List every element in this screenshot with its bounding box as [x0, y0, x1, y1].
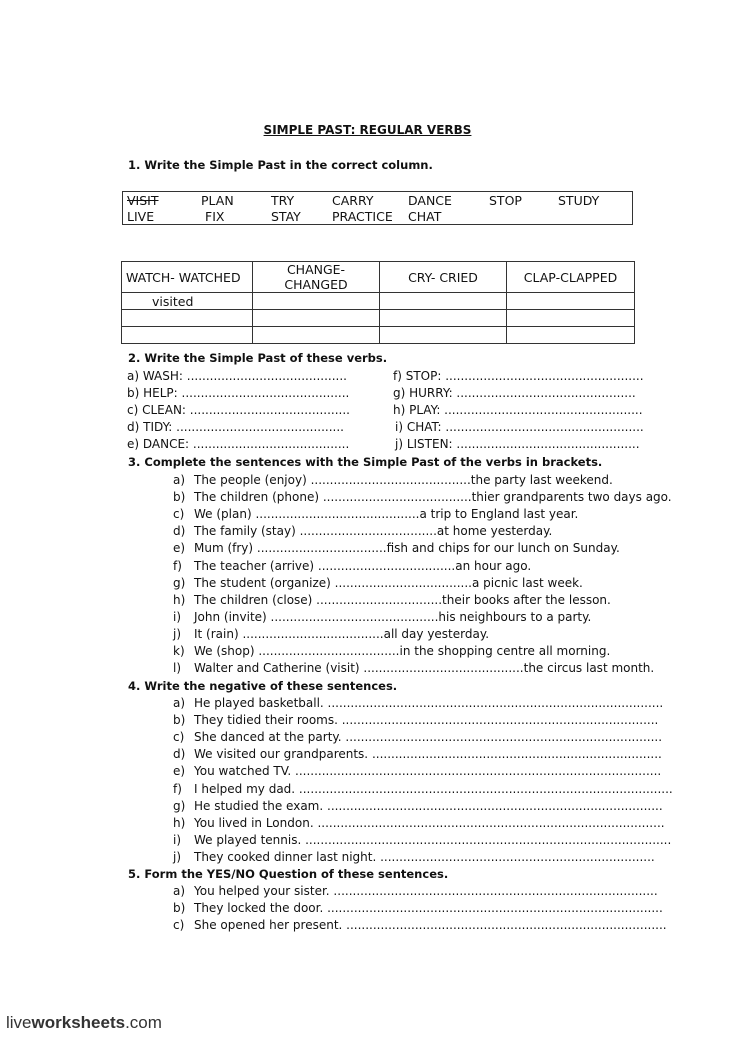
word-try: TRY	[271, 193, 295, 208]
exercise-1-heading: 1. Write the Simple Past in the correct column.	[128, 158, 433, 172]
ex3-item-letter: b)	[173, 490, 186, 505]
ex2-item-h[interactable]: h) PLAY: ....................................................	[393, 403, 643, 417]
ex3-item-letter: e)	[173, 541, 186, 556]
ex3-item-sentence[interactable]: The children (close) .................................their books after the lesson.	[194, 592, 611, 607]
ex2-item-i[interactable]: i) CHAT: ....................................................	[395, 420, 644, 434]
ex3-item-sentence[interactable]: The teacher (arrive) ....................................an hour ago.	[194, 558, 532, 573]
word-fix: FIX	[205, 209, 225, 224]
ex4-item-sentence[interactable]: He played basketball. ........................................................................................	[194, 696, 664, 710]
exercise-2-heading: 2. Write the Simple Past of these verbs.	[128, 351, 388, 365]
ex3-item-sentence[interactable]: It (rain) .....................................all day yesterday.	[194, 626, 490, 641]
ex2-item-a[interactable]: a) WASH: ..........................................	[127, 369, 347, 383]
ex5-item-sentence[interactable]: She opened her present. ....................................................................................	[194, 918, 667, 933]
exercise-4-heading: 4. Write the negative of these sentences.	[128, 679, 398, 693]
ex4-item-sentence[interactable]: They tidied their rooms. ...................................................................................	[194, 713, 659, 728]
word-chat: CHAT	[408, 209, 442, 224]
ex3-item-letter: d)	[173, 524, 186, 539]
ex5-item-sentence[interactable]: You helped your sister. .....................................................................................	[194, 884, 658, 898]
ex3-item-letter: j)	[173, 626, 182, 641]
ex2-item-b[interactable]: b) HELP: ............................................	[127, 386, 350, 400]
ex5-item-letter: c)	[173, 918, 185, 933]
ex4-item-sentence[interactable]: You lived in London. ...........................................................................................	[194, 815, 665, 830]
liveworksheets-logo: liveworksheets.com	[6, 1013, 162, 1032]
ex5-item-letter: b)	[173, 901, 186, 916]
ex4-item-letter: j)	[173, 849, 182, 864]
ex4-item-letter: f)	[173, 781, 182, 796]
ex5-item-letter: a)	[173, 884, 186, 898]
ex2-item-e[interactable]: e) DANCE: .........................................	[127, 437, 350, 451]
answer-cell[interactable]	[380, 310, 507, 327]
ex4-item-letter: g)	[173, 798, 186, 813]
table-header-row	[122, 262, 635, 293]
word-box	[122, 191, 633, 225]
answer-cell[interactable]	[253, 293, 380, 310]
ex3-item-sentence[interactable]: The family (stay) ....................................at home yesterday.	[194, 524, 553, 539]
column-header: CLAP-CLAPPED	[507, 262, 635, 293]
answer-cell[interactable]	[122, 327, 253, 344]
ex3-item-letter: g)	[173, 575, 186, 590]
ex3-item-letter: c)	[173, 507, 185, 522]
worksheet-title: SIMPLE PAST: REGULAR VERBS	[263, 123, 472, 137]
exercise-5-heading: 5. Form the YES/NO Question of these sentences.	[128, 867, 449, 881]
ex3-item-letter: i)	[173, 609, 182, 624]
ex3-item-sentence[interactable]: Mum (fry) ..................................fish and chips for our lunch on Sunday.	[194, 541, 620, 556]
ex4-item-sentence[interactable]: They cooked dinner last night. ........................................................................	[194, 849, 655, 864]
answer-cell[interactable]	[507, 293, 635, 310]
column-header: WATCH- WATCHED	[122, 262, 253, 293]
ex3-item-sentence[interactable]: John (invite) ............................................his neighbours to a party.	[194, 609, 592, 624]
ex3-item-letter: f)	[173, 558, 182, 573]
ex5-item-sentence[interactable]: They locked the door. ........................................................................................	[194, 901, 663, 916]
ex3-item-sentence[interactable]: The children (phone) .......................................thier grandparents two days ago.	[194, 490, 672, 505]
ex4-item-sentence[interactable]: He studied the exam. ........................................................................................	[194, 798, 663, 813]
verb-columns-table	[121, 261, 635, 344]
ex2-item-c[interactable]: c) CLEAN: ..........................................	[127, 403, 350, 417]
ex3-item-letter: a)	[173, 473, 186, 487]
ex3-item-sentence[interactable]: The people (enjoy) ..........................................the party last weekend.	[194, 473, 613, 487]
ex4-item-sentence[interactable]: She danced at the party. ...................................................................................	[194, 730, 663, 745]
ex4-item-letter: i)	[173, 832, 182, 847]
word-plan: PLAN	[201, 193, 234, 208]
ex4-item-sentence[interactable]: I helped my dad. ..................................................................................................	[194, 781, 673, 796]
answer-cell[interactable]	[253, 327, 380, 344]
ex4-item-letter: d)	[173, 747, 186, 762]
answer-cell[interactable]: visited	[122, 293, 253, 310]
ex4-item-letter: b)	[173, 713, 186, 728]
answer-cell[interactable]	[122, 310, 253, 327]
answer-cell[interactable]	[253, 310, 380, 327]
exercise-3-heading: 3. Complete the sentences with the Simple Past of the verbs in brackets.	[128, 455, 603, 469]
ex4-item-sentence[interactable]: We played tennis. ................................................................................................	[194, 832, 672, 847]
word-carry: CARRY	[332, 193, 374, 208]
word-visit: VISIT	[127, 193, 159, 208]
ex3-item-sentence[interactable]: The student (organize) ....................................a picnic last week.	[194, 575, 583, 590]
table-row	[122, 310, 635, 327]
ex4-item-letter: a)	[173, 696, 186, 710]
ex3-item-sentence[interactable]: Walter and Catherine (visit) ..........................................the circus last month.	[194, 661, 655, 676]
word-dance: DANCE	[408, 193, 452, 208]
ex2-item-f[interactable]: f) STOP: ....................................................	[393, 369, 644, 383]
ex2-item-j[interactable]: j) LISTEN: ................................................	[395, 437, 640, 451]
table-row	[122, 293, 635, 310]
word-stop: STOP	[489, 193, 522, 208]
column-header: CHANGE-CHANGED	[253, 262, 380, 293]
ex3-item-sentence[interactable]: We (shop) .....................................in the shopping centre all morning.	[194, 644, 611, 658]
ex2-item-g[interactable]: g) HURRY: ...............................................	[393, 386, 636, 400]
ex4-item-letter: e)	[173, 764, 186, 779]
answer-cell[interactable]	[507, 327, 635, 344]
ex4-item-sentence[interactable]: We visited our grandparents. ............................................................................	[194, 747, 662, 762]
answer-cell[interactable]	[380, 327, 507, 344]
column-header: CRY- CRIED	[380, 262, 507, 293]
table-row	[122, 327, 635, 344]
ex3-item-letter: h)	[173, 592, 186, 607]
word-live: LIVE	[127, 209, 155, 224]
word-practice: PRACTICE	[332, 209, 393, 224]
ex4-item-sentence[interactable]: You watched TV. ................................................................................................	[194, 764, 662, 779]
word-study: STUDY	[558, 193, 600, 208]
word-stay: STAY	[271, 209, 301, 224]
ex3-item-letter: l)	[173, 661, 182, 676]
ex3-item-sentence[interactable]: We (plan) ...........................................a trip to England last year.	[194, 507, 579, 522]
ex4-item-letter: h)	[173, 815, 186, 830]
answer-cell[interactable]	[507, 310, 635, 327]
ex2-item-d[interactable]: d) TIDY: ............................................	[127, 420, 344, 434]
ex4-item-letter: c)	[173, 730, 185, 745]
answer-cell[interactable]	[380, 293, 507, 310]
ex3-item-letter: k)	[173, 644, 185, 658]
